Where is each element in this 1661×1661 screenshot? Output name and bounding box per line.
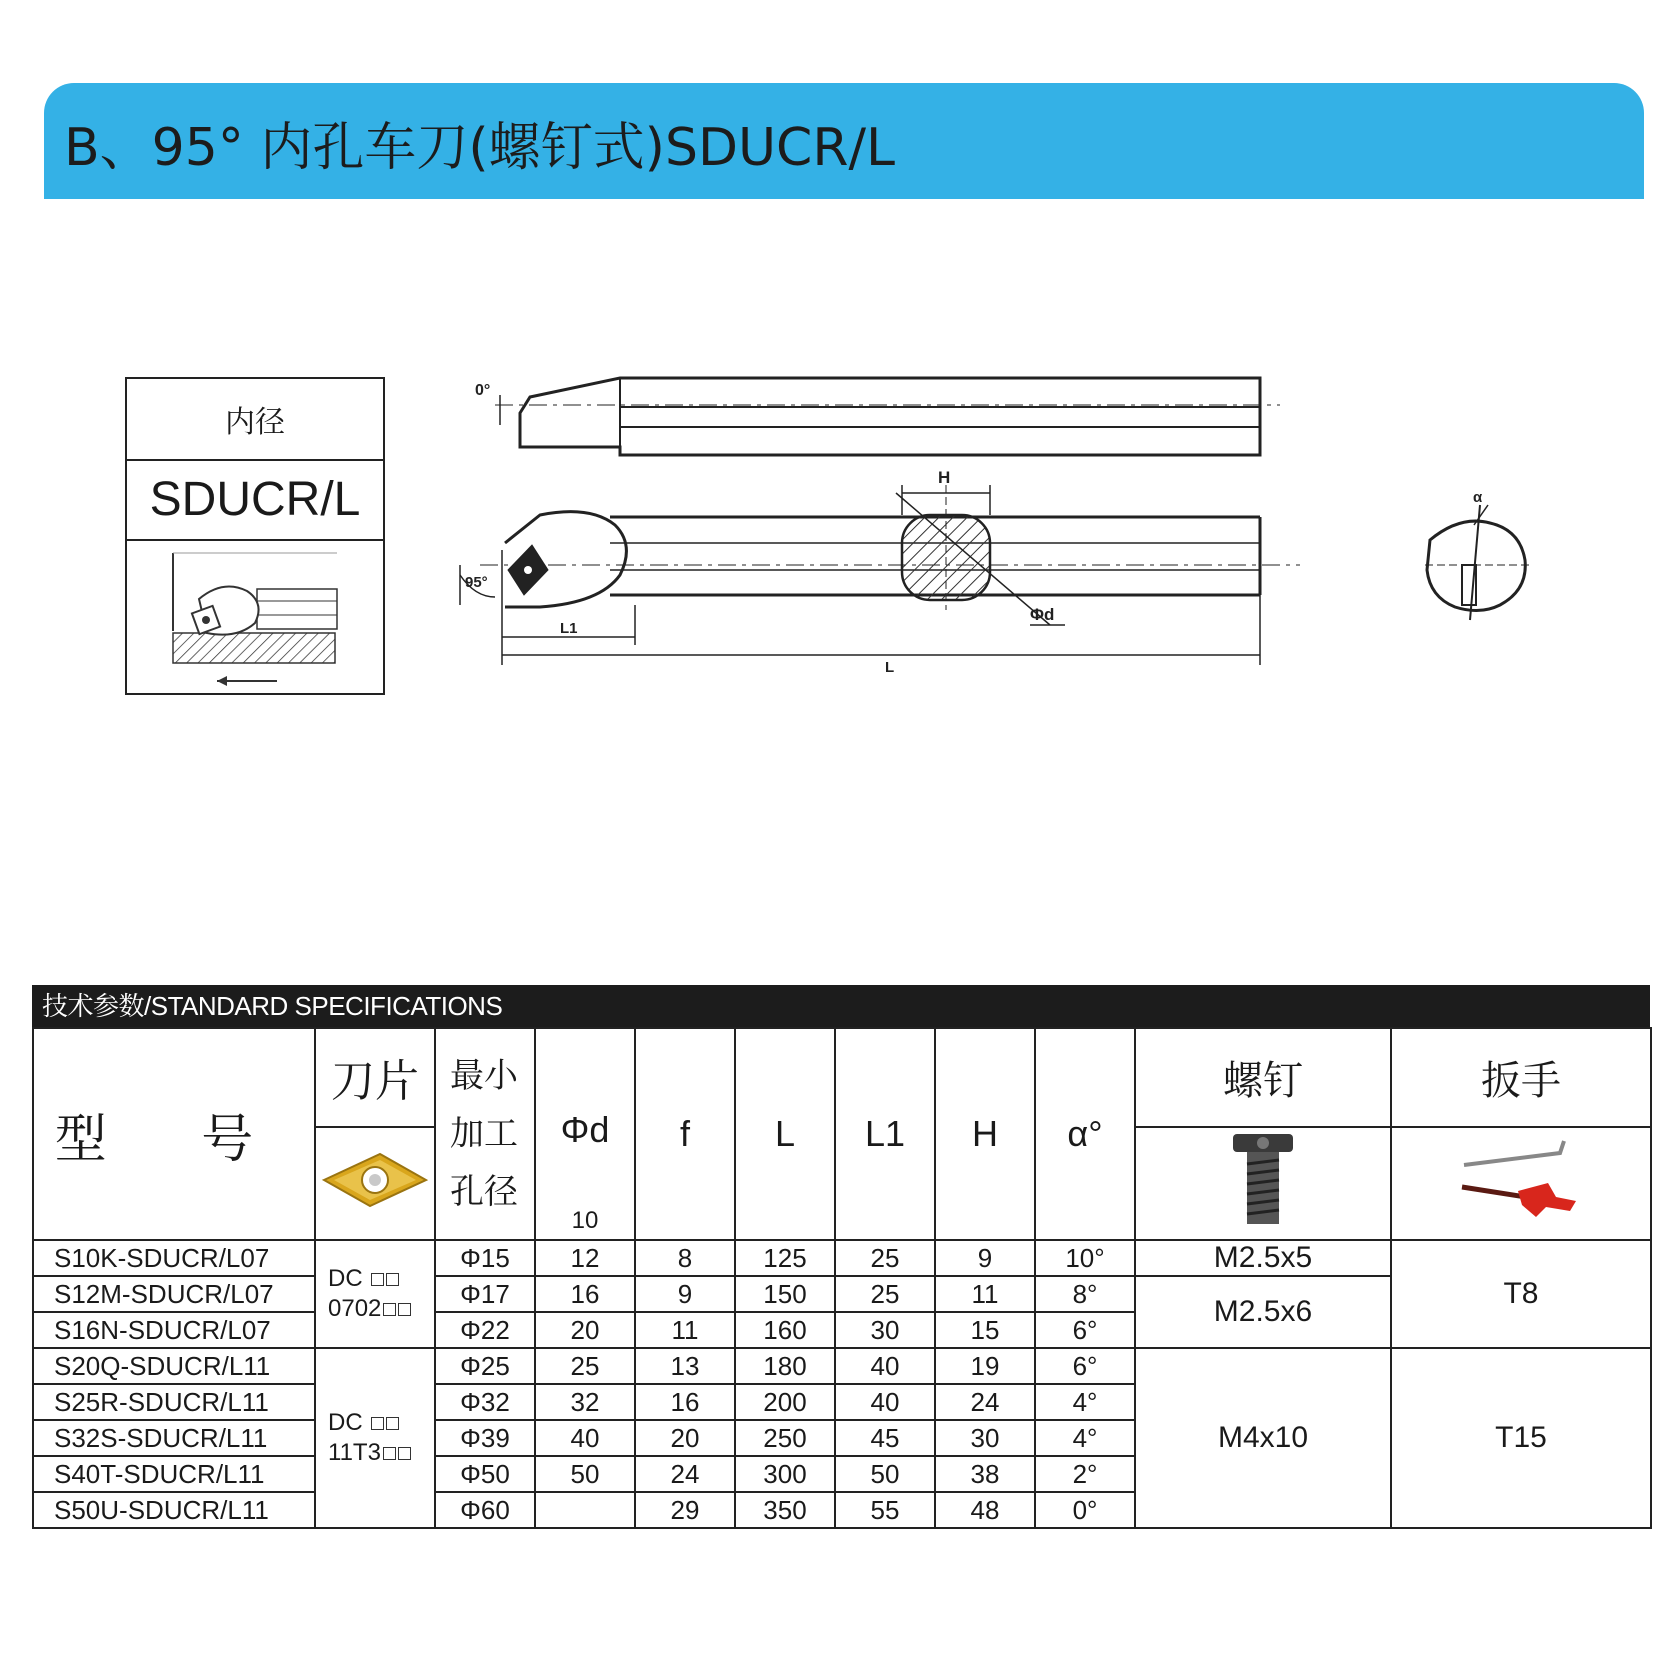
header-min-bore bbox=[435, 1028, 535, 1240]
cell-d: 50 bbox=[535, 1456, 635, 1492]
header-H: H bbox=[935, 1028, 1035, 1240]
insert-image-cell bbox=[315, 1127, 435, 1240]
header-L: L bbox=[735, 1028, 835, 1240]
tool-technical-drawing bbox=[440, 365, 1570, 705]
header-wrench: 扳手 bbox=[1391, 1028, 1651, 1127]
insert-group-2 bbox=[315, 1348, 435, 1528]
id-box-label: 内径 bbox=[127, 379, 383, 461]
cell-model: S50U-SDUCR/L11 bbox=[33, 1492, 315, 1528]
cell-alpha: 8° bbox=[1035, 1276, 1135, 1312]
header-d-sub: 10 bbox=[571, 1207, 599, 1234]
screw-image-cell bbox=[1135, 1127, 1391, 1240]
torx-wrench-icon bbox=[1456, 1135, 1586, 1225]
cell-H: 19 bbox=[935, 1348, 1035, 1384]
cell-bore: Φ22 bbox=[435, 1312, 535, 1348]
cell-L: 250 bbox=[735, 1420, 835, 1456]
wrench-image-cell bbox=[1391, 1127, 1651, 1240]
cell-L1: 40 bbox=[835, 1384, 935, 1420]
label-H: H bbox=[938, 468, 951, 487]
title-banner bbox=[44, 83, 1644, 199]
insert-group-2-line2: 11T3 bbox=[328, 1439, 381, 1466]
cell-L1: 25 bbox=[835, 1240, 935, 1276]
cell-alpha: 6° bbox=[1035, 1312, 1135, 1348]
angle-top-label: 0° bbox=[475, 382, 491, 399]
label-d: Φd bbox=[1030, 605, 1055, 624]
cell-bore: Φ15 bbox=[435, 1240, 535, 1276]
cell-bore: Φ50 bbox=[435, 1456, 535, 1492]
cell-f: 24 bbox=[635, 1456, 735, 1492]
header-min-bore-line2: 加工 bbox=[450, 1115, 518, 1153]
label-alpha: α bbox=[1473, 489, 1483, 506]
cell-screw-1: M2.5x5 bbox=[1135, 1240, 1391, 1276]
cell-L1: 30 bbox=[835, 1312, 935, 1348]
cell-model: S12M-SDUCR/L07 bbox=[33, 1276, 315, 1312]
cell-screw-3: M4x10 bbox=[1135, 1348, 1391, 1528]
cell-H: 15 bbox=[935, 1312, 1035, 1348]
cell-d: 32 bbox=[535, 1384, 635, 1420]
cell-alpha: 2° bbox=[1035, 1456, 1135, 1492]
cell-H: 24 bbox=[935, 1384, 1035, 1420]
insert-group-1-line1: DC bbox=[328, 1265, 363, 1292]
cell-bore: Φ60 bbox=[435, 1492, 535, 1528]
cell-bore: Φ17 bbox=[435, 1276, 535, 1312]
cell-H: 9 bbox=[935, 1240, 1035, 1276]
cell-L: 160 bbox=[735, 1312, 835, 1348]
cell-bore: Φ25 bbox=[435, 1348, 535, 1384]
cell-f: 8 bbox=[635, 1240, 735, 1276]
cell-f: 9 bbox=[635, 1276, 735, 1312]
cell-L: 200 bbox=[735, 1384, 835, 1420]
top-view bbox=[495, 378, 1280, 455]
insert-group-1-line2: 0702 bbox=[328, 1295, 382, 1322]
cell-L: 150 bbox=[735, 1276, 835, 1312]
header-L1: L1 bbox=[835, 1028, 935, 1240]
cell-L: 350 bbox=[735, 1492, 835, 1528]
torx-screw-icon bbox=[1223, 1130, 1303, 1230]
angle-side-label: 95° bbox=[465, 574, 488, 591]
table-row bbox=[33, 1348, 1651, 1384]
cell-L1: 55 bbox=[835, 1492, 935, 1528]
cell-model: S40T-SDUCR/L11 bbox=[33, 1456, 315, 1492]
header-min-bore-line1: 最小 bbox=[450, 1057, 518, 1095]
end-view bbox=[1425, 505, 1530, 620]
cell-bore: Φ39 bbox=[435, 1420, 535, 1456]
cell-model: S16N-SDUCR/L07 bbox=[33, 1312, 315, 1348]
cell-L1: 50 bbox=[835, 1456, 935, 1492]
cell-L1: 40 bbox=[835, 1348, 935, 1384]
cell-f: 16 bbox=[635, 1384, 735, 1420]
cell-wrench-1: T8 bbox=[1391, 1240, 1651, 1348]
cell-H: 11 bbox=[935, 1276, 1035, 1312]
header-screw: 螺钉 bbox=[1135, 1028, 1391, 1127]
cell-wrench-2: T15 bbox=[1391, 1348, 1651, 1528]
cell-model: S10K-SDUCR/L07 bbox=[33, 1240, 315, 1276]
cell-d: 12 bbox=[535, 1240, 635, 1276]
tool-id-box bbox=[125, 377, 385, 695]
cell-H: 38 bbox=[935, 1456, 1035, 1492]
header-d bbox=[535, 1028, 635, 1240]
cell-model: S25R-SDUCR/L11 bbox=[33, 1384, 315, 1420]
header-model: 型 号 bbox=[33, 1028, 315, 1240]
label-L: L bbox=[885, 659, 895, 676]
cell-f: 13 bbox=[635, 1348, 735, 1384]
cell-d bbox=[535, 1492, 635, 1528]
header-insert: 刀片 bbox=[315, 1028, 435, 1127]
cell-f: 20 bbox=[635, 1420, 735, 1456]
cell-model: S20Q-SDUCR/L11 bbox=[33, 1348, 315, 1384]
cell-L: 125 bbox=[735, 1240, 835, 1276]
cell-alpha: 4° bbox=[1035, 1384, 1135, 1420]
cell-alpha: 10° bbox=[1035, 1240, 1135, 1276]
cell-d: 20 bbox=[535, 1312, 635, 1348]
specifications-table bbox=[32, 1027, 1652, 1529]
cell-bore: Φ32 bbox=[435, 1384, 535, 1420]
id-box-code: SDUCR/L bbox=[127, 459, 383, 541]
cell-alpha: 4° bbox=[1035, 1420, 1135, 1456]
cell-alpha: 0° bbox=[1035, 1492, 1135, 1528]
header-min-bore-line3: 孔径 bbox=[450, 1173, 518, 1211]
cross-section bbox=[896, 485, 1065, 625]
table-row bbox=[33, 1240, 1651, 1276]
header-alpha: α° bbox=[1035, 1028, 1135, 1240]
page-title: B、95° 内孔车刀(螺钉式)SDUCR/L bbox=[64, 118, 895, 178]
cell-model: S32S-SDUCR/L11 bbox=[33, 1420, 315, 1456]
label-L1: L1 bbox=[560, 620, 578, 637]
boring-application-icon bbox=[127, 541, 383, 693]
cell-L: 180 bbox=[735, 1348, 835, 1384]
insert-group-2-line1: DC bbox=[328, 1409, 363, 1436]
header-f: f bbox=[635, 1028, 735, 1240]
cell-screw-2: M2.5x6 bbox=[1135, 1276, 1391, 1348]
insert-diamond-icon bbox=[320, 1150, 430, 1210]
cell-L1: 25 bbox=[835, 1276, 935, 1312]
cell-H: 48 bbox=[935, 1492, 1035, 1528]
cell-alpha: 6° bbox=[1035, 1348, 1135, 1384]
specifications-section bbox=[32, 985, 1650, 1529]
cell-L: 300 bbox=[735, 1456, 835, 1492]
specifications-heading: 技术参数/STANDARD SPECIFICATIONS bbox=[32, 985, 1650, 1027]
header-d-symbol: Φd bbox=[560, 1109, 610, 1150]
side-view bbox=[460, 512, 1300, 665]
cell-d: 40 bbox=[535, 1420, 635, 1456]
cell-L1: 45 bbox=[835, 1420, 935, 1456]
cell-d: 16 bbox=[535, 1276, 635, 1312]
cell-f: 11 bbox=[635, 1312, 735, 1348]
cell-H: 30 bbox=[935, 1420, 1035, 1456]
insert-group-1 bbox=[315, 1240, 435, 1348]
cell-d: 25 bbox=[535, 1348, 635, 1384]
cell-f: 29 bbox=[635, 1492, 735, 1528]
